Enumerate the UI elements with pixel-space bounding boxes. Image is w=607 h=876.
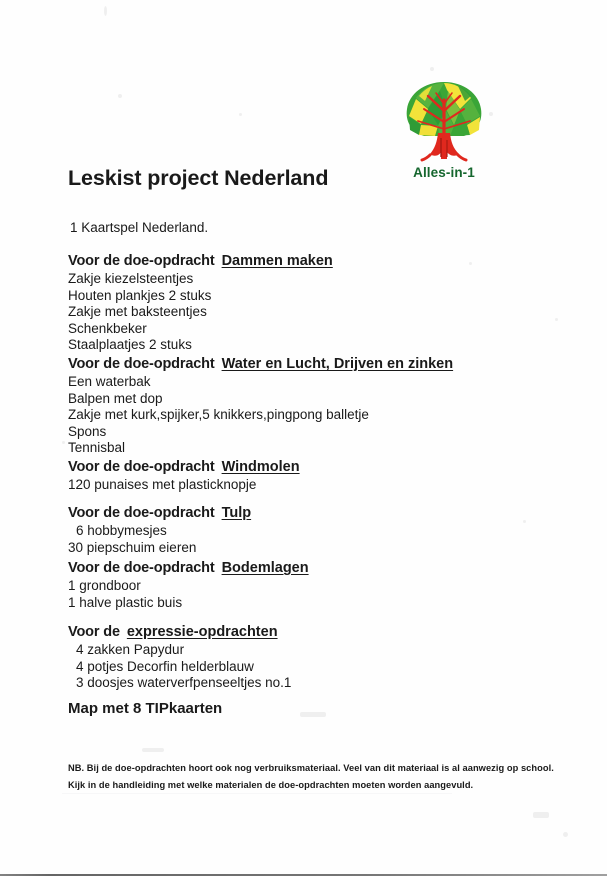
section-heading [68,252,333,271]
scan-artifact [300,712,326,717]
list-item: 6 hobbymesjes [76,523,167,538]
scan-artifact [430,67,434,71]
section-heading-topic: Water en Lucht, Drijven en zinken [221,356,454,372]
alles-in-1-logo [394,78,494,180]
section-heading-topic: Windmolen [221,459,300,475]
scan-artifact [239,113,242,116]
material-list [68,271,333,354]
section-heading-lead: Voor de doe-opdracht [68,253,215,269]
list-item: Tennisbal [68,440,126,456]
list-item: Spons [68,423,107,439]
scan-artifact [469,262,472,265]
list-item: Staalplaatjes 2 stuks [68,337,192,353]
section-heading-topic: Tulp [221,505,252,521]
logo-caption: Alles-in-1 [413,165,475,180]
material-list [68,477,300,494]
scan-artifact [118,94,122,98]
list-item: 1 grondboor [68,578,141,593]
footnote [68,762,554,796]
list-item: Balpen met dop [68,390,163,406]
scan-artifact [563,832,568,837]
intro-line: 1 Kaartspel Nederland. [70,220,209,235]
list-item: Schenkbeker [68,320,147,336]
scan-artifact [555,318,558,321]
list-item: 4 potjes Decorfin helderblauw [76,658,254,674]
section-heading-lead: Voor de doe-opdracht [68,356,215,372]
list-item: 1 halve plastic buis [68,594,183,610]
scan-artifact [533,812,549,818]
section-expressie-opdrachten [68,623,291,692]
section-heading-lead: Voor de doe-opdracht [68,459,215,475]
footnote-line-1: NB. Bij de doe-opdrachten hoort ook nog verbruiksmateriaal. Veel van dit materiaal is al aanwezig op school. [68,763,554,773]
list-item: Houten plankjes 2 stuks [68,287,212,303]
section-heading [68,623,291,642]
scan-artifact [104,6,107,16]
material-list [68,374,453,457]
section-heading-lead: Voor de [68,624,120,640]
section-bodemlagen [68,559,309,611]
material-list [68,523,251,556]
material-list [68,578,309,611]
closing-line: Map met 8 TIPkaarten [68,700,223,717]
scan-artifact [523,520,526,523]
section-dammen-maken [68,252,333,354]
section-water-en-lucht [68,355,453,457]
list-item: Een waterbak [68,374,151,389]
section-heading [68,355,453,374]
section-tulp [68,504,251,556]
section-heading-lead: Voor de doe-opdracht [68,560,215,576]
page-title: Leskist project Nederland [68,166,329,190]
section-heading-topic: Dammen maken [221,253,333,269]
section-heading [68,458,300,477]
scan-artifact [142,748,164,752]
list-item: 120 punaises met plasticknopje [68,477,257,492]
list-item: Zakje kiezelsteentjes [68,271,194,286]
scan-artifact [62,441,65,444]
list-item: Zakje met baksteentjes [68,304,207,320]
section-heading [68,559,309,578]
tree-logo-icon [394,78,494,164]
section-heading-lead: Voor de doe-opdracht [68,505,215,521]
section-windmolen [68,458,300,494]
section-heading-topic: Bodemlagen [221,560,309,576]
footnote-line-2: Kijk in de handleiding met welke materialen de doe-opdrachten moeten worden aangevuld. [68,780,474,790]
material-list [68,642,291,692]
section-heading-topic: expressie-opdrachten [126,624,278,640]
list-item: 30 piepschuim eieren [68,539,197,555]
section-heading [68,504,251,523]
list-item: 3 doosjes waterverfpenseeltjes no.1 [76,675,292,691]
list-item: Zakje met kurk,spijker,5 knikkers,pingpong balletje [68,407,369,423]
list-item: 4 zakken Papydur [76,642,185,657]
